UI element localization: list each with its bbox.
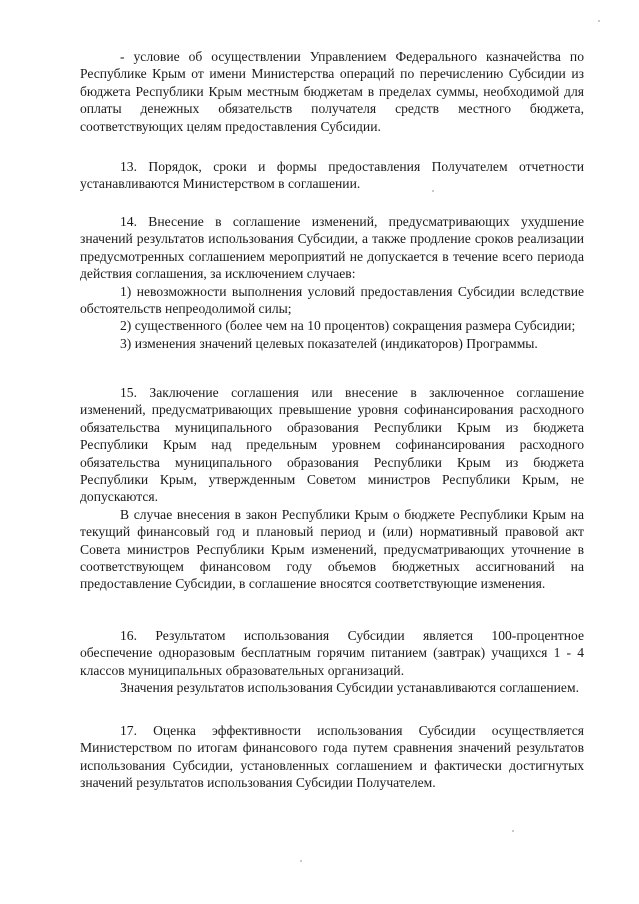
clause-13	[80, 158, 584, 193]
clause-17	[80, 722, 584, 792]
clause-16-paragraph: 16. Результатом использования Субсидии является 100-процентное обеспечение одноразовым бесплатным горячим питанием (завтрак) учащихся 1 - 4 классов муниципальных образовательных организаций.	[80, 628, 584, 678]
clause-14	[80, 213, 584, 352]
clause-17-paragraph: 17. Оценка эффективности использования Субсидии осуществляется Министерством по итогам финансового года путем сравнения значений результатов использования Субсидии, установленных соглашением и фактически достигнутых значений результатов использования Субсидии Получателем.	[80, 723, 584, 791]
clause-14-paragraph: 14. Внесение в соглашение изменений, предусматривающих ухудшение значений результатов использования Субсидии, а также продление сроков реализации предусмотренных соглашением мероприятий не допускается в течение всего периода действия соглашения, за исключением случаев:	[80, 214, 584, 282]
clause-15	[80, 384, 584, 593]
scan-speck	[432, 190, 434, 192]
scan-speck	[300, 860, 302, 862]
clause-15-second-paragraph: В случае внесения в закон Республики Крым о бюджете Республики Крым на текущий финансовый год и плановый период и (или) нормативный правовой акт Совета министров Республики Крым изменений, предусматривающих уточнение в соответствующем финансовом году объемов бюджетных ассигнований на предоставление Субсидии, в соглашение вносятся соответствующие изменения.	[80, 506, 584, 592]
clause-14-item-2: 2) существенного (более чем на 10 процентов) сокращения размера Субсидии;	[120, 318, 576, 334]
clause-14-item-3: 3) изменения значений целевых показателей (индикаторов) Программы.	[120, 335, 538, 351]
clause-16-second-paragraph: Значения результатов использования Субсидии устанавливаются соглашением.	[120, 680, 579, 696]
scan-speck	[512, 830, 514, 832]
intro-clause	[80, 48, 584, 135]
clause-15-paragraph: 15. Заключение соглашения или внесение в заключенное соглашение изменений, предусматривающих превышение уровня софинансирования расходного обязательства муниципального образования Республики Крым из бюджета Республики Крым над предельным уровнем софинансирования расходного обязательства муниципального образования Республики Крым из бюджета Республики Крым, утвержденным Советом министров Республики Крым, не допускаются.	[80, 385, 584, 505]
clause-16	[80, 627, 584, 697]
intro-paragraph: - условие об осуществлении Управлением Федерального казначейства по Республике Крым от имени Министерства операций по перечислению Субсидии из бюджета Республики Крым местным бюджетам в пределах суммы, необходимой для оплаты денежных обязательств получателя средств местного бюджета, соответствующих целям предоставления Субсидии.	[80, 49, 584, 134]
scan-speck	[598, 20, 600, 22]
clause-14-item-1: 1) невозможности выполнения условий предоставления Субсидии вследствие обстоятельств непреодолимой силы;	[80, 283, 584, 317]
clause-13-paragraph: 13. Порядок, сроки и формы предоставления Получателем отчетности устанавливаются Министерством в соглашении.	[80, 159, 584, 192]
